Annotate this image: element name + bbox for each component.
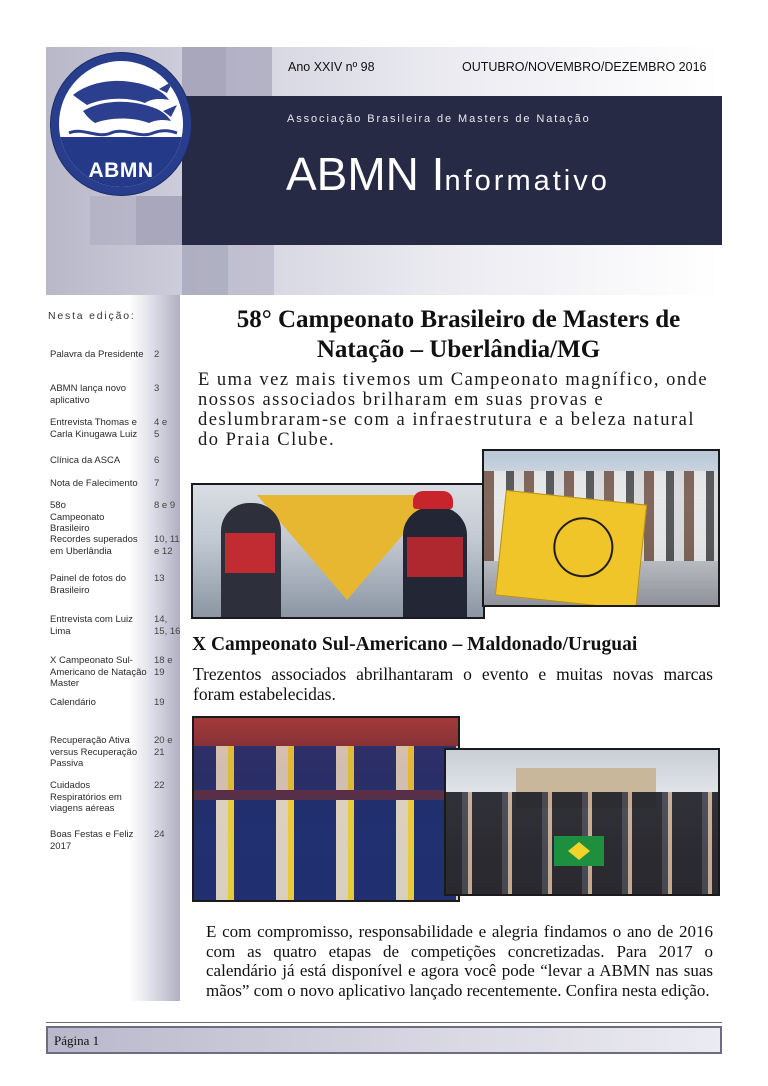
toc-item-page: 24: [154, 829, 165, 840]
toc-item-page: 13: [154, 573, 165, 584]
lead-paragraph: E uma vez mais tivemos um Campeonato magnífico, onde nossos associados brilharam em suas provas e deslumbraram-se com a infraestrutura e a beleza natural do Praia Clube.: [198, 370, 709, 450]
photo-uberlandia-podium: [191, 483, 485, 619]
sub-paragraph: Trezentos associados abrilhantaram o evento e muitas novas marcas foram estabelecidas.: [193, 664, 713, 704]
toc-title: Nesta edição:: [48, 310, 136, 322]
photo-cap: [413, 491, 453, 509]
toc-item-page: 19: [154, 697, 165, 708]
toc-item-page: 10, 11 e 12: [154, 534, 180, 557]
main-headline: 58° Campeonato Brasileiro de Masters de Natação – Uberlândia/MG: [236, 306, 681, 363]
photo-shirt: [407, 537, 463, 577]
photo-crowd: [194, 800, 460, 902]
issue-period: OUTUBRO/NOVEMBRO/DEZEMBRO 2016: [462, 60, 707, 74]
toc-item-label: 58o Campeonato Brasileiro: [50, 500, 105, 534]
toc-item-label: Recordes superados em Uberlândia: [50, 534, 138, 557]
header-decor-square: [226, 47, 272, 96]
footer-rule: [46, 1022, 722, 1023]
toc-item-label: Clínica da ASCA: [50, 455, 121, 466]
toc-item-label: Palavra da Presidente: [50, 349, 144, 360]
toc-item-page: 7: [154, 478, 160, 489]
toc-item-label: Nota de Falecimento: [50, 478, 138, 489]
abmn-logo: [51, 53, 191, 195]
issue-number: Ano XXIV nº 98: [288, 60, 375, 74]
footer-bar: [46, 1026, 722, 1054]
closing-paragraph: E com compromisso, responsabilidade e alegria findamos o ano de 2016 com as quatro etapas de competições concretizadas. Para 2017 o calendário já está disponível e agora você pode “levar a ABMN nas suas mãos” com o novo aplicativo lançado recentemente. Confira nesta edição.: [206, 922, 713, 1000]
toc-item-label: Recuperação Ativa versus Recuperação Passiva: [50, 735, 138, 769]
toc-item-page: 14, 15, 16: [154, 614, 181, 637]
toc-item-label: Entrevista com Luiz Lima: [50, 614, 133, 637]
page-number: Página 1: [54, 1033, 100, 1048]
header-decor-square: [182, 245, 228, 295]
toc-item-page: 20 e 21: [154, 735, 173, 758]
association-name: Associação Brasileira de Masters de Natação: [287, 113, 591, 125]
header-decor-square: [228, 245, 274, 295]
toc-item-page: 2: [154, 349, 160, 360]
toc-item-page: 22: [154, 780, 165, 791]
photo-maldonado-beach: [444, 748, 720, 896]
photo-praia-clube-team: [482, 449, 720, 607]
header-decor-square: [90, 196, 136, 245]
header-decor-square: [182, 47, 226, 96]
photo-club-flag: [495, 490, 647, 607]
photo-shirt: [225, 533, 275, 573]
newsletter-title-part1: ABMN I: [286, 148, 445, 200]
newsletter-title-part2: nformativo: [444, 165, 610, 197]
toc-item-label: Boas Festas e Feliz 2017: [50, 829, 134, 852]
toc-item-page: 8 e 9: [154, 500, 176, 511]
toc-item-page: 6: [154, 455, 160, 466]
photo-team-stands: [192, 716, 460, 902]
toc-item-label: ABMN lança novo aplicativo: [50, 383, 127, 406]
toc-item-label: X Campeonato Sul-Americano de Natação Master: [50, 655, 147, 689]
toc-item-page: 3: [154, 383, 160, 394]
toc-item-label: Entrevista Thomas e Carla Kinugawa Luiz: [50, 417, 138, 440]
logo-inner: [59, 61, 183, 187]
photo-brazil-flag: [554, 836, 604, 866]
newsletter-title: [286, 144, 610, 211]
sub-headline: X Campeonato Sul-Americano – Maldonado/Uruguai: [192, 634, 638, 655]
photo-crowd: [194, 746, 460, 790]
header-decor-square: [136, 196, 182, 245]
toc-item-label: Calendário: [50, 697, 96, 708]
logo-text: ABMN: [88, 159, 154, 182]
toc-item-label: Painel de fotos do Brasileiro: [50, 573, 127, 596]
toc-item-page: 4 e 5: [154, 417, 168, 440]
toc-item-page: 18 e 19: [154, 655, 173, 678]
toc-item-label: Cuidados Respiratórios em viagens aéreas: [50, 780, 122, 814]
dolphin-icon: [59, 67, 183, 147]
flag-emblem: [550, 514, 616, 580]
